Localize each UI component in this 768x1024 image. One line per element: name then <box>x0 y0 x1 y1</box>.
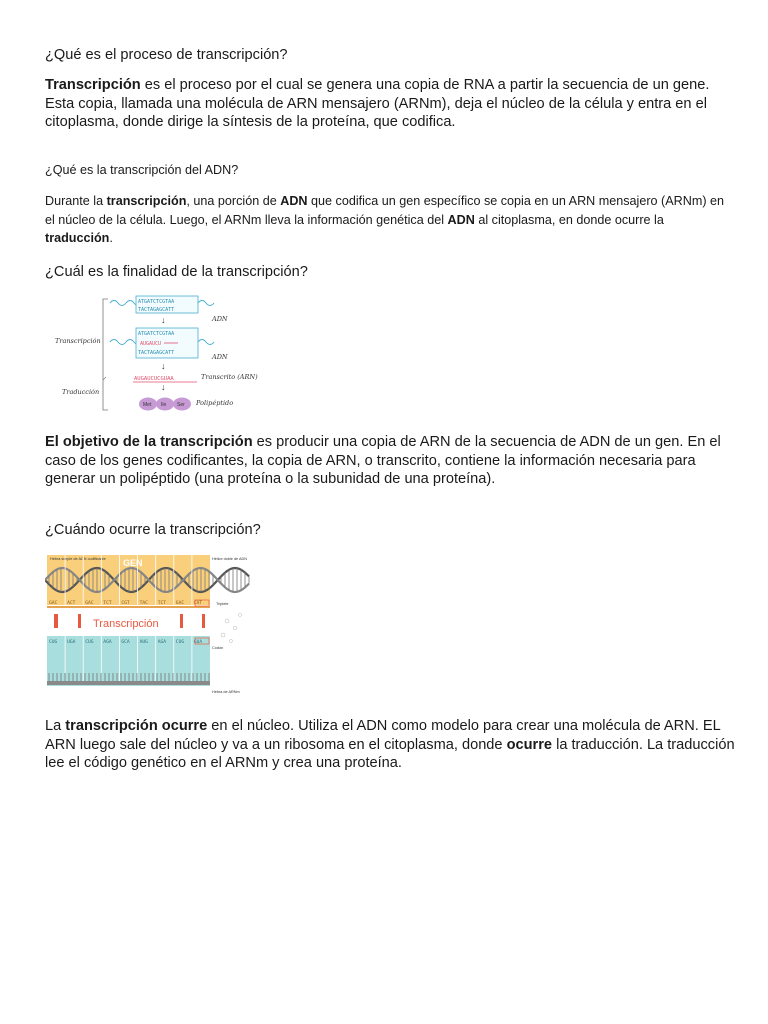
codon-label: AGA <box>157 640 167 645</box>
dna-top-seq-2: ATGATCTCGTAA <box>138 331 175 337</box>
codon-label: UGA <box>67 640 76 645</box>
dna-duplex-1 <box>110 296 214 313</box>
paragraph-text: La <box>45 718 66 734</box>
arrow-down-icon: ↓ <box>161 315 166 325</box>
paragraph-text: , una porción de <box>186 194 281 208</box>
label-triplete: Triplete <box>216 602 229 606</box>
paragraph-4 <box>45 717 735 773</box>
bold-term: Transcripción <box>45 77 141 93</box>
label-transcrito: Transcrito (ARN) <box>201 373 258 381</box>
bracket-tick <box>103 377 106 380</box>
paragraph-2 <box>45 192 735 248</box>
paragraph-text: Durante la <box>45 194 107 208</box>
label-adn-2: ADN <box>212 353 228 361</box>
paragraph-text: la traducción. La traducción lee el código genético en el ARNm y crea una proteína. <box>45 736 735 771</box>
arrow-down-icon: ↓ <box>161 382 166 392</box>
codon-label: CGT <box>121 601 130 606</box>
label-helice-arn: Hebra de ARNm <box>212 690 240 694</box>
codon-label: GAC <box>85 601 94 606</box>
bold-term: ocurre <box>506 736 553 753</box>
question-heading-3: ¿Cuál es la finalidad de la transcripción? <box>45 264 308 280</box>
label-traduccion: Traducción <box>62 388 100 396</box>
label-adn-1: ADN <box>212 315 228 323</box>
question-heading-2: ¿Qué es la transcripción del ADN? <box>45 163 239 177</box>
amino-met: Met <box>143 402 152 408</box>
codon-label: CUG <box>85 640 94 645</box>
polypeptide-chain <box>139 398 191 411</box>
codon-label: GUA <box>193 640 203 645</box>
rna-backbone <box>47 681 210 685</box>
label-polipeptido: Polipéptido <box>196 399 234 407</box>
label-gen: GEN <box>123 558 143 568</box>
question-heading-4: ¿Cuándo ocurre la transcripción? <box>45 522 261 538</box>
codon-label: ACT <box>67 601 76 606</box>
label-helice-adn: Hebra simple de ADN codificante <box>50 557 106 561</box>
paragraph-text: es el proceso por el cual se genera una copia de RNA a partir la secuencia de un gene. Esta copia, llamada una molécula de ARN mensajero (ARNm), deja el núcleo de la célula y entra en el citoplasma, donde dirige la síntesis de la proteína, que codifica. <box>45 77 710 130</box>
bold-term: transcripción ocurre <box>65 718 208 734</box>
free-nucleotides <box>221 614 242 643</box>
dna-bottom-seq-1: TACTAGAGCATT <box>138 307 175 313</box>
paragraph-3 <box>45 433 735 489</box>
codon-label: AGA <box>103 640 112 645</box>
label-codon: Codón <box>212 646 224 650</box>
bracket-line <box>103 299 108 410</box>
label-transcripcion: Transcripción <box>55 337 101 345</box>
transcript-seq: AUGAUCUCGUAA <box>134 376 174 382</box>
bold-term: ADN <box>447 212 475 227</box>
codon-label: CUG <box>175 640 185 645</box>
paragraph-text: es producir una copia de ARN de la secuencia de ADN de un gen. En el caso de los genes codificantes, la copia de ARN, o transcrito, contiene la información necesaria para generar un polipéptido (una proteína o la subunidad de una proteína). <box>45 434 721 487</box>
amino-ser: Ser <box>177 402 185 408</box>
transcription-diagram <box>50 293 265 415</box>
codon-label: CUG <box>49 640 58 645</box>
bold-term: El objetivo de la transcripción <box>45 434 253 450</box>
codon-label: TCT <box>157 601 167 606</box>
rna-bases <box>49 673 209 681</box>
rna-partial-seq: AUGAUCU <box>140 341 162 347</box>
bold-term: traducción <box>45 231 110 246</box>
label-transcripcion-banner: Transcripción <box>93 618 159 630</box>
paragraph-text: que codifica un gen específico se copia en un ARN mensajero (ARNm) en el núcleo de la célula. Luego, el ARNm lleva la información genética del <box>45 194 725 227</box>
codon-label: GCA <box>121 640 130 645</box>
question-heading-1: ¿Qué es el proceso de transcripción? <box>45 47 288 63</box>
paragraph-text: al citoplasma, en donde ocurre la <box>474 212 664 227</box>
codon-label: TCT <box>103 601 112 606</box>
dna-top-seq-1: ATGATCTCGTAA <box>138 299 175 305</box>
codon-label: CAT <box>193 601 203 606</box>
arrow-down-icon: ↓ <box>161 361 166 371</box>
paragraph-text: en el núcleo. Utiliza el ADN como modelo para crear una molécula de ARN. EL ARN luego sale del núcleo y va a un ribosoma en el citoplasma, donde <box>45 718 721 753</box>
dna-bottom-seq-2: TACTAGAGCATT <box>138 350 175 356</box>
gene-divider <box>47 606 210 608</box>
marker-bar <box>202 614 205 628</box>
marker-bar <box>54 614 58 628</box>
marker-bar <box>78 614 81 628</box>
codon-label: AUG <box>139 640 148 645</box>
gene-transcription-figure <box>45 553 255 698</box>
paragraph-1 <box>45 76 735 132</box>
label-helice-doble: Hélice doble de ADN <box>212 557 248 561</box>
codon-label: TAC <box>139 601 148 606</box>
codon-label: GAC <box>175 601 185 606</box>
bold-term: ADN <box>280 194 308 208</box>
codon-label: GAC <box>49 601 58 606</box>
dna-duplex-2 <box>110 328 214 358</box>
marker-bar <box>180 614 183 628</box>
paragraph-text: . <box>109 231 113 246</box>
bold-term: transcripción <box>106 194 187 208</box>
amino-ile: Ile <box>161 402 167 408</box>
